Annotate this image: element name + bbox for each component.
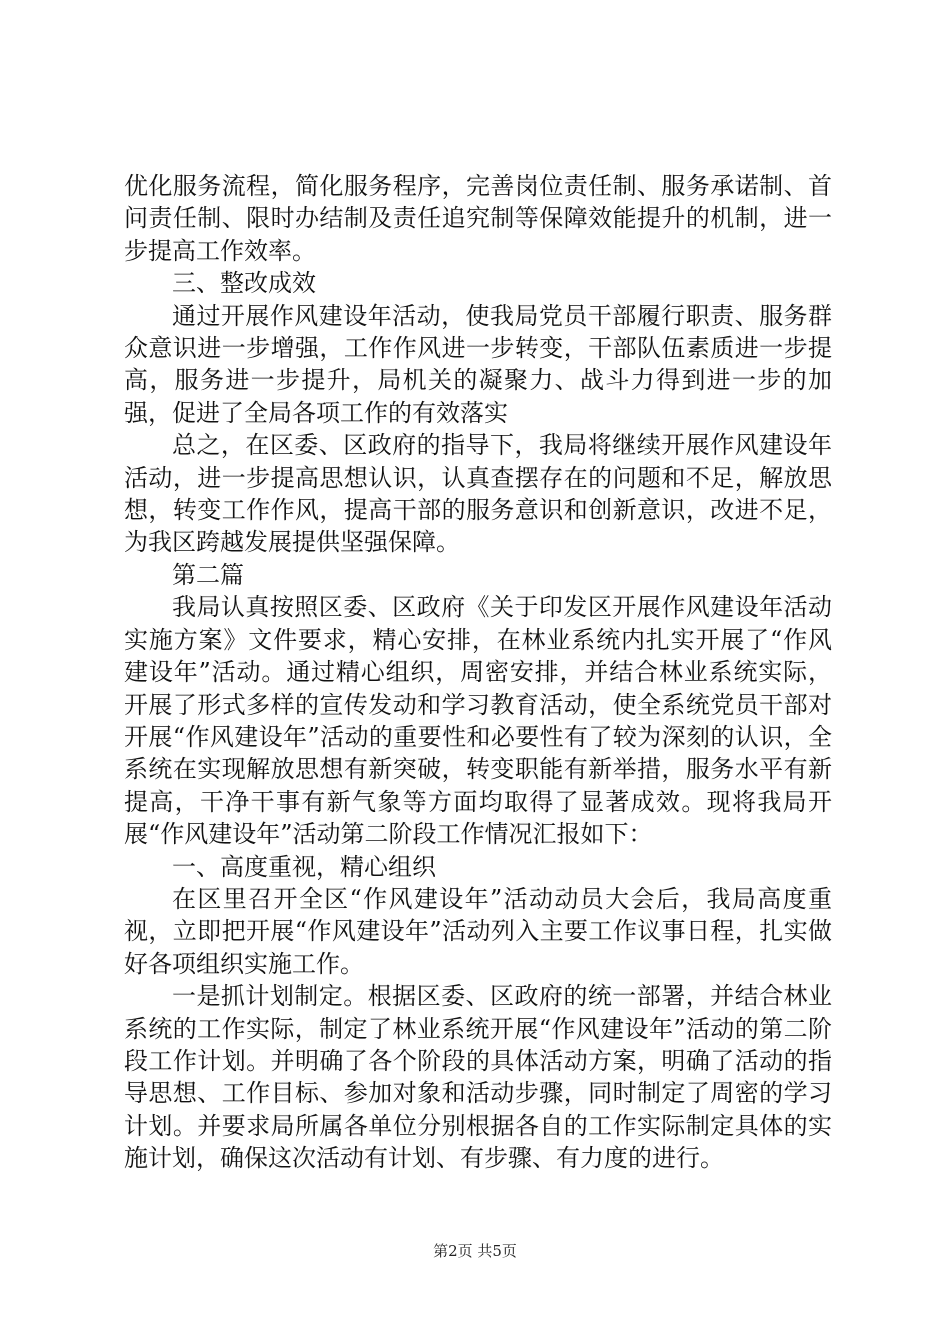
page-number-footer: 第2页 共5页 [433, 1242, 517, 1260]
heading-part-two: 第二篇 [172, 560, 244, 589]
paragraph-planning: 一是抓计划制定。根据区委、区政府的统一部署，并结合林业系统的工作实际，制定了林业系统开展“作风建设年”活动的第二阶段工作计划。并明确了各个阶段的具体活动方案，明确了活动的指导思想、工作目标、参加对象和活动步骤，同时制定了周密的学习计划。并要求局所属各单位分别根据各自的工作实际制定具体的实施计划，确保这次活动有计划、有步骤、有力度的进行。 [124, 982, 832, 1173]
heading-organization: 一、高度重视，精心组织 [172, 852, 436, 881]
paragraph-service-process: 优化服务流程，简化服务程序，完善岗位责任制、服务承诺制、首问责任制、限时办结制及责任追究制等保障效能提升的机制，进一步提高工作效率。 [124, 172, 832, 265]
paragraph-mobilization: 在区里召开全区“作风建设年”活动动员大会后，我局高度重视，立即把开展“作风建设年”活动列入主要工作议事日程，扎实做好各项组织实施工作。 [124, 884, 832, 978]
heading-rectification-results: 三、整改成效 [172, 269, 316, 298]
paragraph-conclusion: 总之，在区委、区政府的指导下，我局将继续开展作风建设年活动，进一步提高思想认识，认真查摆存在的问题和不足，解放思想，转变工作作风，提高干部的服务意识和创新意识，改进不足，为我区跨越发展提供坚强保障。 [124, 431, 832, 557]
paragraph-part-two-intro: 我局认真按照区委、区政府《关于印发区开展作风建设年活动实施方案》文件要求，精心安排，在林业系统内扎实开展了“作风建设年”活动。通过精心组织，周密安排，并结合林业系统实际，开展了形式多样的宣传发动和学习教育活动，使全系统党员干部对开展“作风建设年”活动的重要性和必要性有了较为深刻的认识，全系统在实现解放思想有新突破，转变职能有新举措，服务水平有新提高，干净干事有新气象等方面均取得了显著成效。现将我局开展“作风建设年”活动第二阶段工作情况汇报如下： [124, 593, 832, 849]
document-body [124, 170, 832, 1175]
paragraph-results-summary: 通过开展作风建设年活动，使我局党员干部履行职责、服务群众意识进一步增强，工作作风进一步转变，干部队伍素质进一步提高，服务进一步提升，局机关的凝聚力、战斗力得到进一步的加强，促进了全局各项工作的有效落实 [124, 301, 832, 427]
